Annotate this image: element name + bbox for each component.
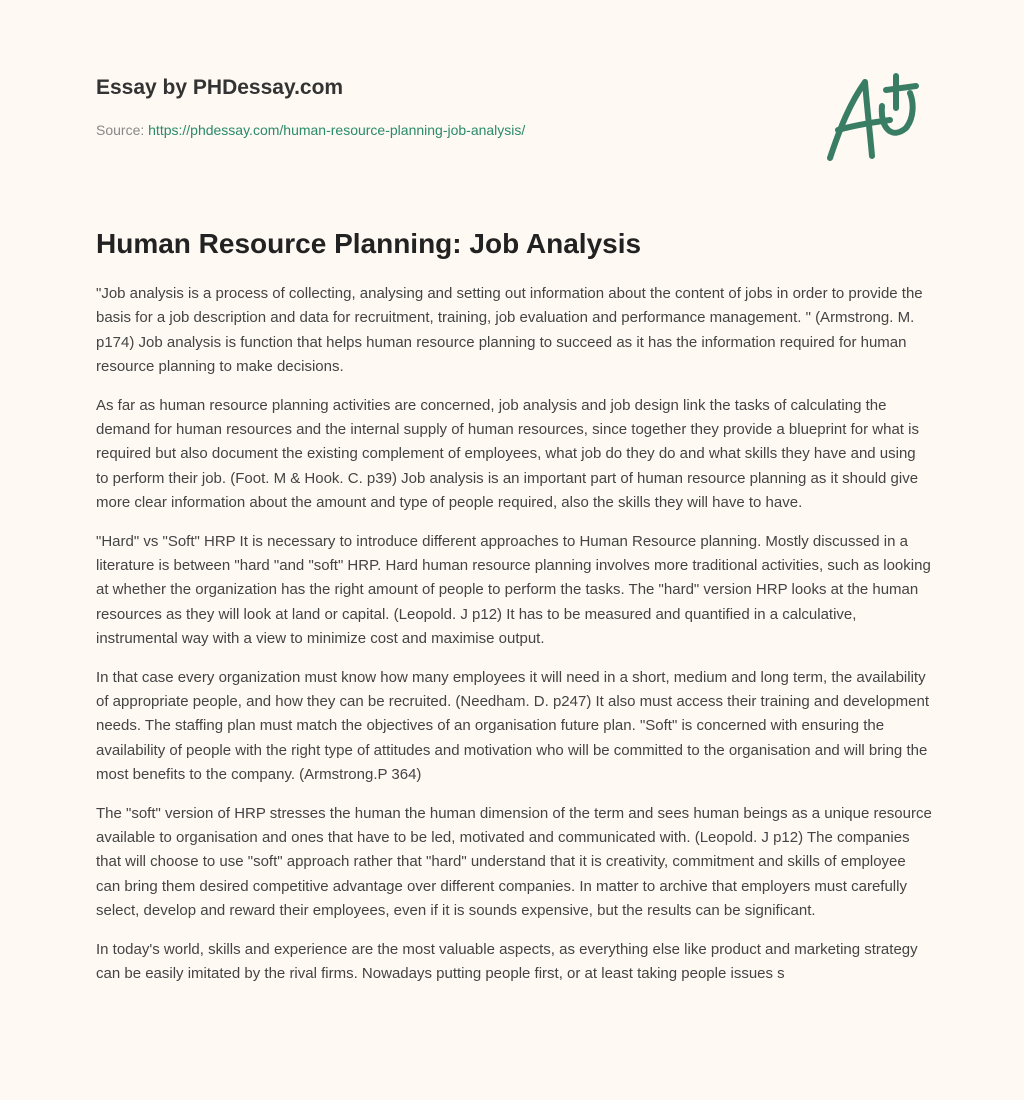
essay-paragraph: In that case every organization must know how many employees it will need in a short, medium and long term, the availability of appropriate people, and how they can be recruited. (Needham. D. p247) It also must access their training and development needs. The staffing plan must match the objectives of an organisation future plan. "Soft" is concerned with ensuring the availability of people with the right type of attitudes and motivation who will be committed to the organisation and will bring the most benefits to the company. (Armstrong.P 364) (96, 668, 929, 783)
essay-paragraph: As far as human resource planning activities are concerned, job analysis and job design link the tasks of calculating the demand for human resources and the internal supply of human resources, since together they provide a blueprint for what is required but also document the existing complement of employees, what job do they do and what skills they have and using to perform their job. (Foot. M & Hook. C. p39) Job analysis is an important part of human resource planning as it should give more clear information about the amount and type of people required, also the skills they will have to have. (96, 396, 919, 511)
essay-title: Human Resource Planning: Job Analysis (96, 228, 642, 259)
a-plus-logo-icon (820, 68, 930, 168)
source-line (96, 122, 926, 138)
essay-content (96, 226, 932, 1001)
page-header (96, 76, 926, 138)
source-link[interactable]: https://phdessay.com/human-resource-planning-job-analysis/ (148, 122, 526, 138)
source-label: Source: (96, 122, 145, 138)
essay-paragraph: "Hard" vs "Soft" HRP It is necessary to introduce different approaches to Human Resource planning. Mostly discussed in a literature is between "hard "and "soft" HRP. Hard human resource planning involves more traditional activities, such as looking at whether the organization has the right amount of people to perform the tasks. The "hard" version HRP looks at the human resources as they will look at land or capital. (Leopold. J p12) It has to be measured and quantified in a calculative, instrumental way with a view to minimize cost and maximise output. (96, 532, 931, 647)
essay-paragraph: The "soft" version of HRP stresses the human the human dimension of the term and sees human beings as a unique resource available to organisation and ones that have to be led, motivated and communicated with. (Leopold. J p12) The companies that will choose to use "soft" approach rather that "hard" understand that it is creativity, commitment and skills of employee can bring them desired competitive advantage over different companies. In matter to archive that employers must carefully select, develop and reward their employees, even if it is sounds expensive, but the results can be significant. (96, 804, 932, 919)
essay-paragraph: "Job analysis is a process of collecting, analysing and setting out information about the content of jobs in order to provide the basis for a job description and data for recruitment, training, job evaluation and performance management. " (Armstrong. M. p174) Job analysis is function that helps human resource planning to succeed as it has the information required for human resource planning to make decisions. (96, 285, 923, 375)
site-title: Essay by PHDessay.com (96, 76, 344, 99)
essay-paragraph: In today's world, skills and experience are the most valuable aspects, as everything else like product and marketing strategy can be easily imitated by the rival firms. Nowadays putting people first, or at least taking people issues s (96, 940, 918, 982)
